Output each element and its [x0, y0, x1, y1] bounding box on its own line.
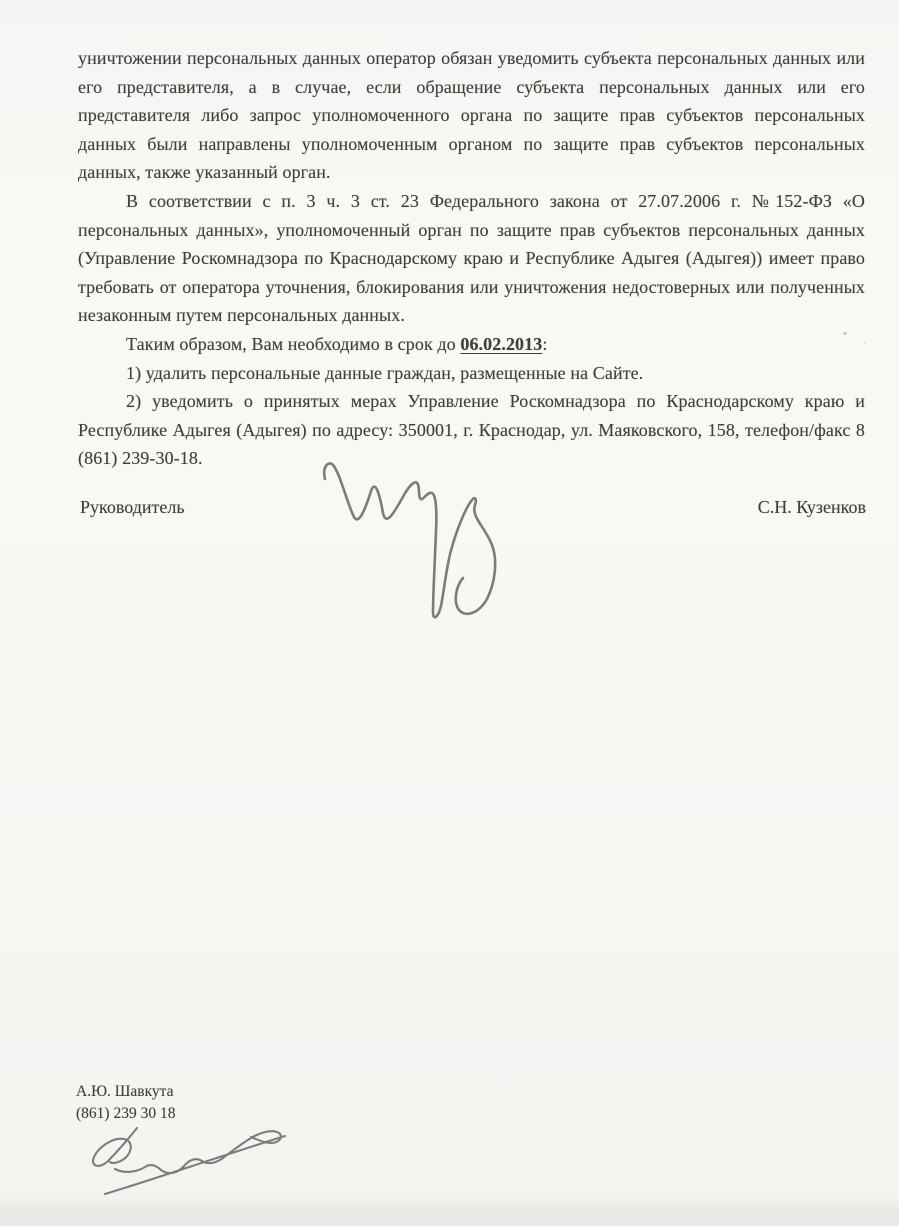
scan-speck — [843, 332, 847, 335]
paragraph-requirement-2: 2) уведомить о принятых мерах Управление Роскомнадзора по Краснодарскому краю и Республике Адыгея (Адыгея) по адресу: 350001, г. Краснодар, ул. Маяковского, 158, телефон/факс 8 (861) 239-30-18. — [78, 391, 865, 469]
executor-name: А.Ю. Шавкута — [76, 1083, 174, 1100]
deadline-text-before: Таким образом, Вам необходимо в срок до — [126, 333, 461, 354]
executor-block — [76, 1081, 175, 1125]
executor-handwritten-signature — [85, 1120, 315, 1212]
scan-speck — [864, 342, 866, 344]
paragraph-deadline — [78, 330, 865, 359]
director-handwritten-signature — [320, 455, 540, 630]
deadline-date: 06.02.2013 — [460, 333, 543, 354]
signatory-title: Руководитель — [80, 497, 185, 517]
deadline-text-after: : — [542, 333, 548, 354]
scan-edge-shadow — [0, 1202, 899, 1226]
paragraph-requirement-1: 1) удалить персональные данные граждан, размещенные на Сайте. — [126, 362, 644, 383]
letter-body — [78, 44, 865, 473]
paragraph-continuation: уничтожении персональных данных оператор обязан уведомить субъекта персональных данных или его представителя, а в случае, если обращение субъекта персональных данных или его представителя либо запрос уполномоченного органа по защите прав субъектов персональных данных были направлены уполномоченным органом по защите прав субъектов персональных данных, также указанный орган. — [78, 48, 865, 183]
signatory-name: С.Н. Кузенков — [757, 497, 866, 517]
paragraph-law-reference: В соответствии с п. 3 ч. 3 ст. 23 Федерального закона от 27.07.2006 г. №152-ФЗ «О персональных данных», уполномоченный орган по защите прав субъектов персональных данных (Управление Роскомнадзора по Краснодарскому краю и Республике Адыгея (Адыгея)) имеет право требовать от оператора уточнения, блокирования или уничтожения недостоверных или полученных незаконным путем персональных данных. — [78, 190, 865, 326]
executor-phone: (861) 239 30 18 — [76, 1105, 176, 1122]
